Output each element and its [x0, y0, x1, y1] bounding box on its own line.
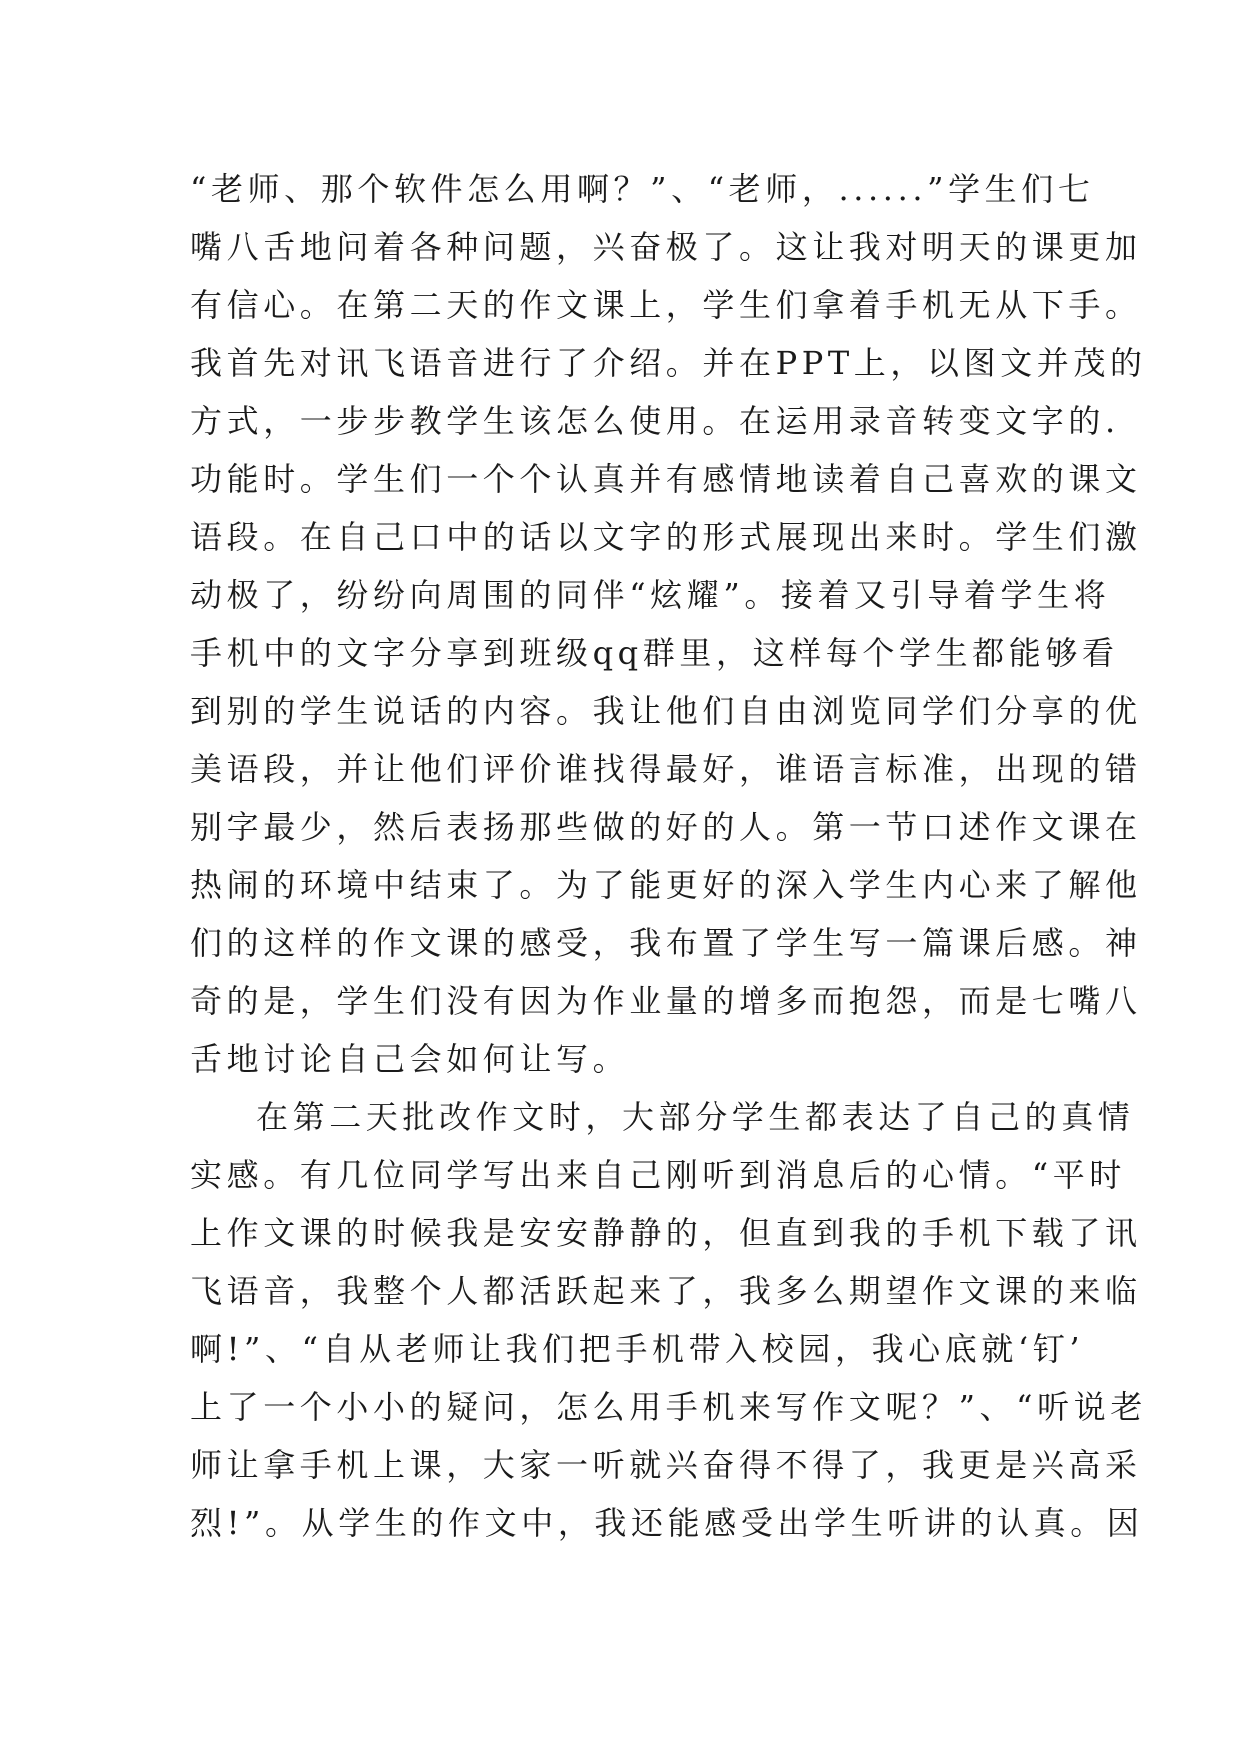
- text-line: 到别的学生说话的内容。我让他们自由浏览同学们分享的优: [190, 692, 1142, 730]
- text-line: 师让拿手机上课，大家一听就兴奋得不得了，我更是兴高采: [190, 1446, 1142, 1484]
- text-line: 奇的是，学生们没有因为作业量的增多而抱怨，而是七嘴八: [190, 982, 1142, 1020]
- text-line: 飞语音，我整个人都活跃起来了，我多么期望作文课的来临: [190, 1272, 1142, 1310]
- text-line: 舌地讨论自己会如何让写。: [190, 1040, 630, 1078]
- text-line: 实感。有几位同学写出来自己刚听到消息后的心情。“平时: [190, 1156, 1126, 1194]
- text-line: 热闹的环境中结束了。为了能更好的深入学生内心来了解他: [190, 866, 1142, 904]
- text-line: 功能时。学生们一个个认真并有感情地读着自己喜欢的课文: [190, 460, 1142, 498]
- text-line: 别字最少，然后表扬那些做的好的人。第一节口述作文课在: [190, 808, 1142, 846]
- text-line: 们的这样的作文课的感受，我布置了学生写一篇课后感。神: [190, 924, 1142, 962]
- text-line: 语段。在自己口中的话以文字的形式展现出来时。学生们激: [190, 518, 1142, 556]
- text-line: 上作文课的时候我是安安静静的，但直到我的手机下载了讯: [190, 1214, 1142, 1252]
- text-line: 烈!”。从学生的作文中，我还能感受出学生听讲的认真。因: [190, 1504, 1144, 1542]
- paragraph-2: [190, 1088, 1147, 1552]
- text-line: 方式，一步步教学生该怎么使用。在运用录音转变文字的.: [190, 402, 1120, 440]
- text-line: 美语段，并让他们评价谁找得最好，谁语言标准，出现的错: [190, 750, 1142, 788]
- text-line: 上了一个小小的疑问，怎么用手机来写作文呢？”、“听说老: [190, 1388, 1147, 1426]
- text-line: 嘴八舌地问着各种问题，兴奋极了。这让我对明天的课更加: [190, 228, 1142, 266]
- text-line: 我首先对讯飞语音进行了介绍。并在PPT上，以图文并茂的: [190, 344, 1147, 382]
- text-line: 啊!”、“自从老师让我们把手机带入校园，我心底就‘钉’: [190, 1330, 1085, 1368]
- text-line: 有信心。在第二天的作文课上，学生们拿着手机无从下手。: [190, 286, 1142, 324]
- text-line: 在第二天批改作文时，大部分学生都表达了自己的真情: [256, 1098, 1135, 1136]
- paragraph-1: [190, 160, 1147, 1088]
- body-text: [190, 160, 1147, 1552]
- text-line: 手机中的文字分享到班级qq群里，这样每个学生都能够看: [190, 634, 1119, 672]
- text-line: “老师、那个软件怎么用啊？”、“老师，......”学生们七: [190, 170, 1095, 208]
- text-line: 动极了，纷纷向周围的同伴“炫耀”。接着又引导着学生将: [190, 576, 1111, 614]
